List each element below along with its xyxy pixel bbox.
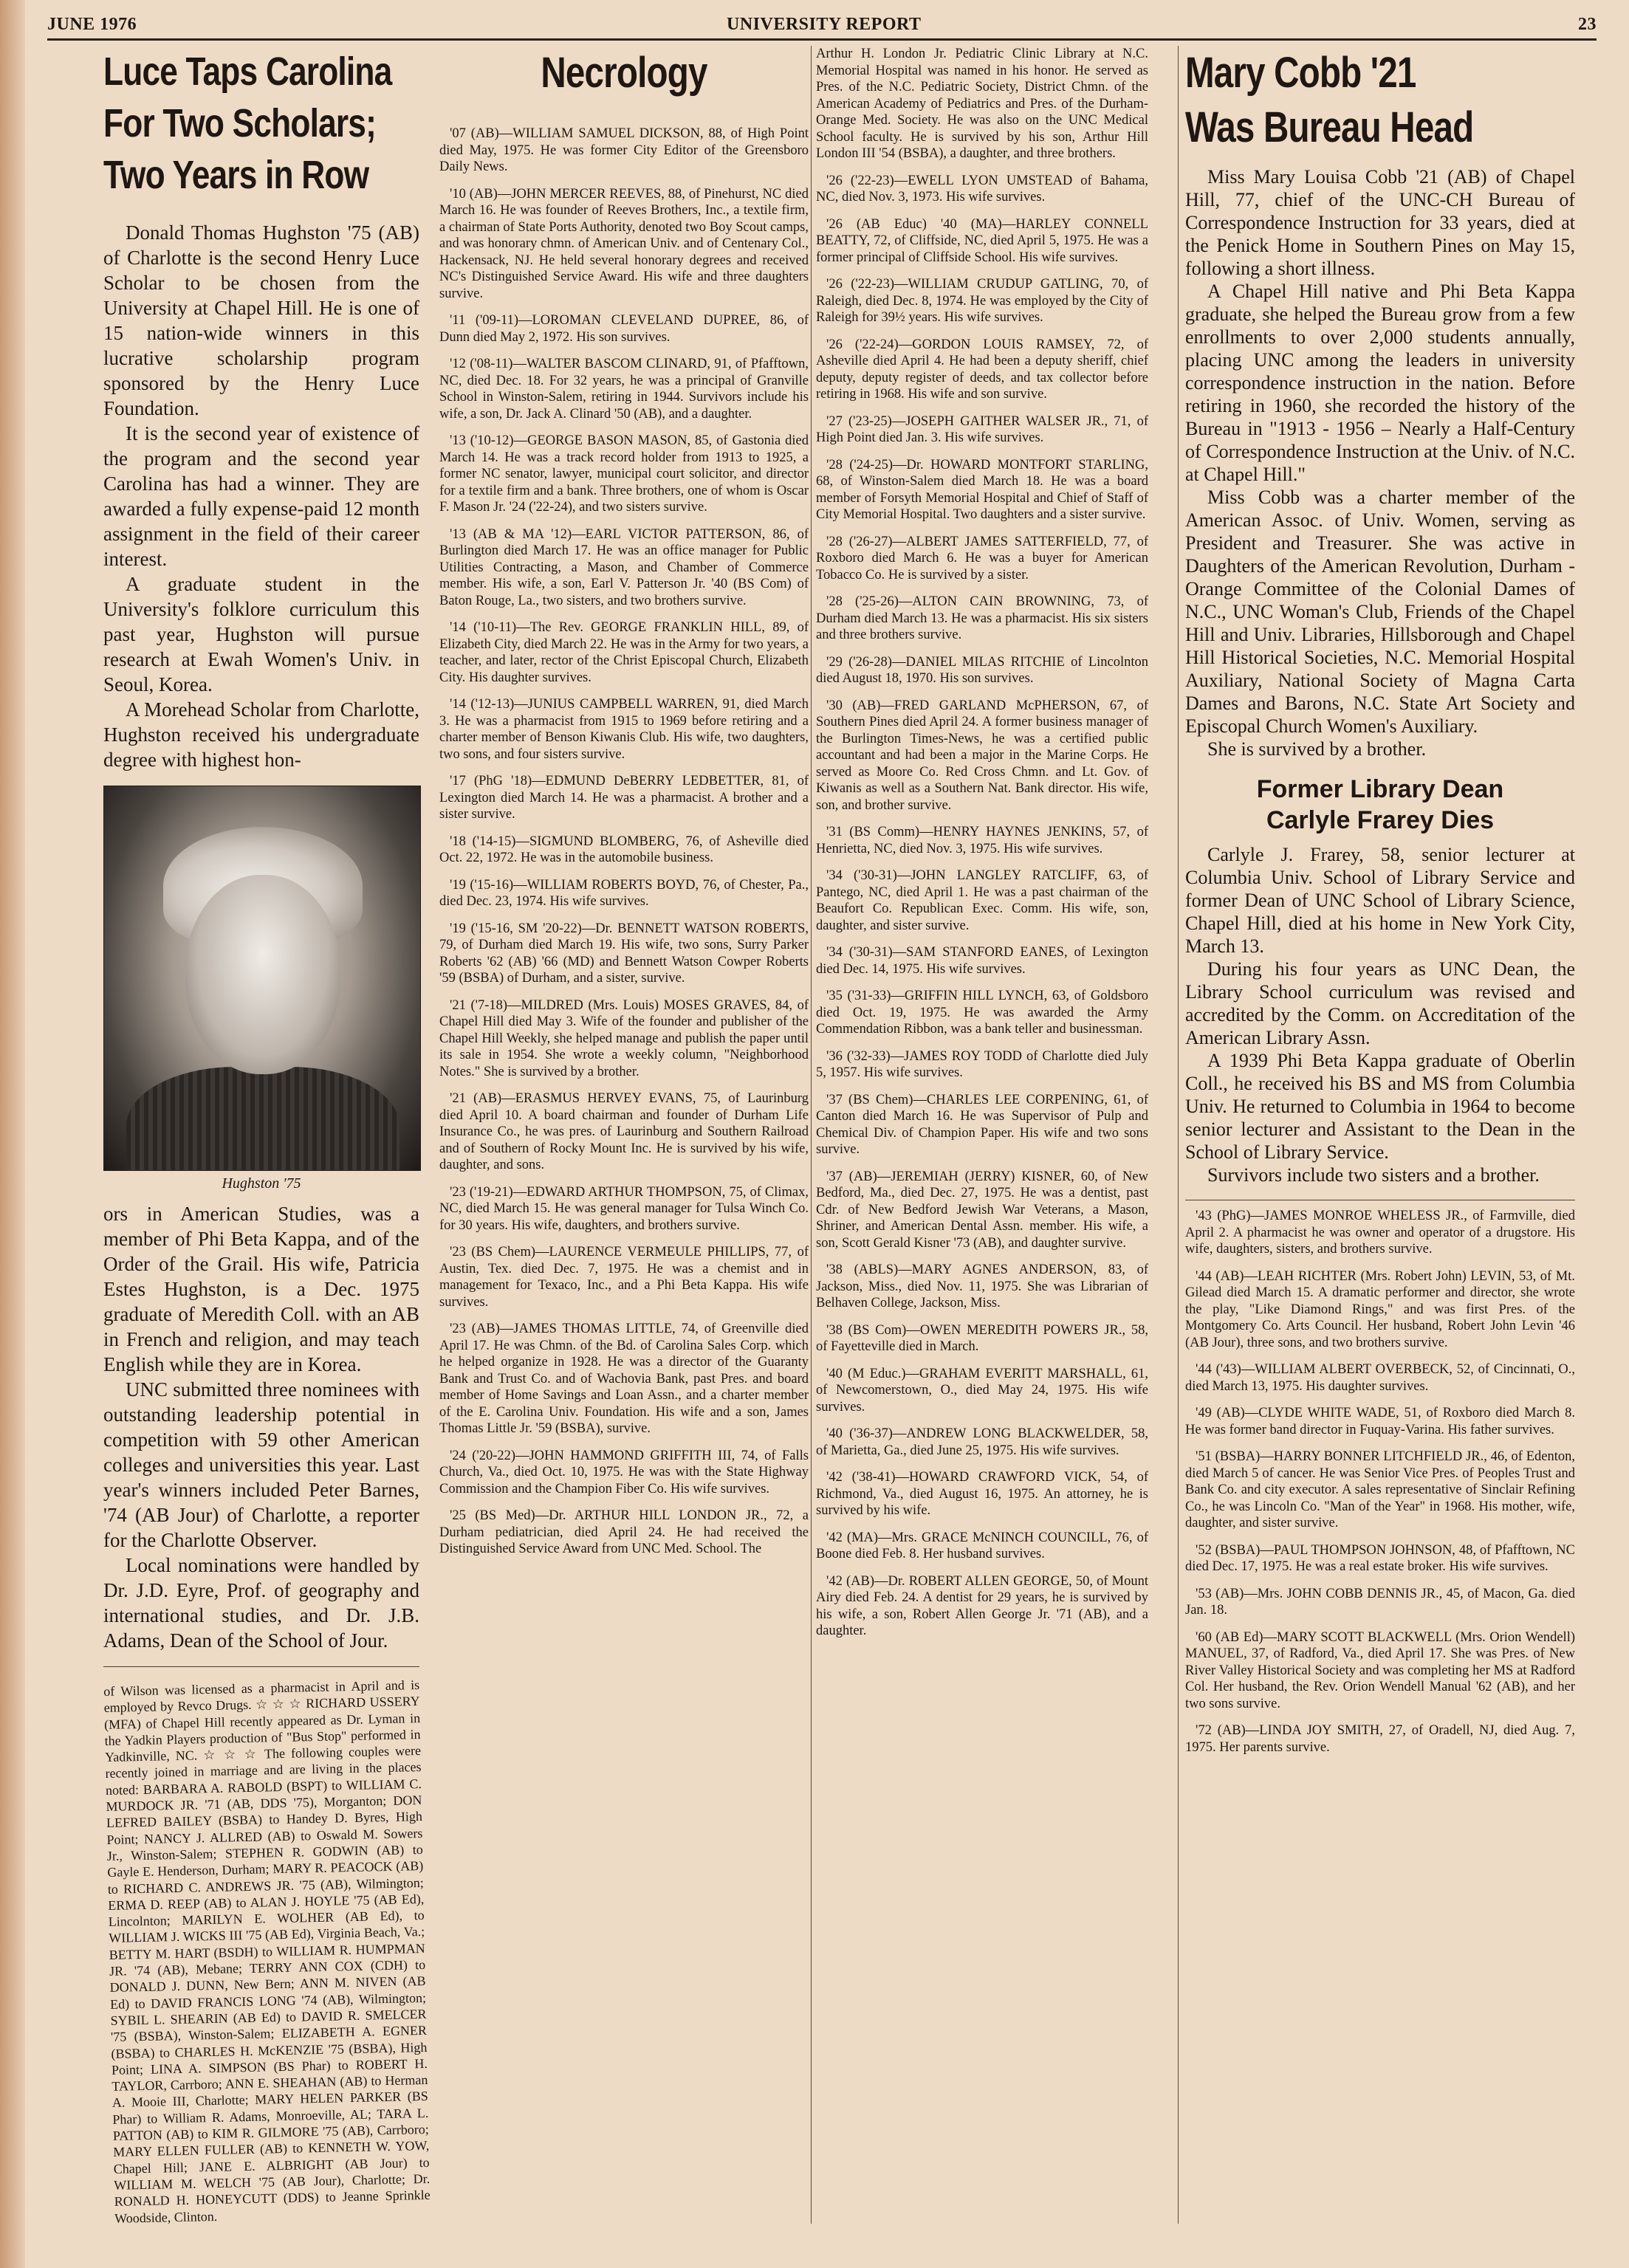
obituary: '44 (AB)—LEAH RICHTER (Mrs. Robert John) LEVIN, 53, of Mt. Gilead died March 15. A dramatic performer and director, she wrote the play, "Like Diamond Rings," and was first Pres. of the Montgomery Co. Arts Council. Her husband, Robert John Levin '46 (AB Jour), three sons, and two brothers survive.	[1185, 1268, 1575, 1350]
obituary: '30 (AB)—FRED GARLAND McPHERSON, 67, of Southern Pines died April 24. A former business manager of the Burlington Times-News, he was a certified public accountant and had been a major in the Marine Corps. He served as Moore Co. Red Cross Chmn. and Lt. Gov. of Kiwanis as well as a Southern Nat. Bank director. His wife, son, and brother survive.	[816, 698, 1148, 813]
obituary: '60 (AB Ed)—MARY SCOTT BLACKWELL (Mrs. Orion Wendell) MANUEL, 37, of Radford, Va., died April 17. She was Pres. of New River Valley Historical Society and was completing her MS at Radford Col. Her husband, the Rev. Orion Wendell Manual '62 (AB), and her two sons survive.	[1185, 1629, 1575, 1711]
luce-article	[103, 46, 431, 2227]
obituary-list	[439, 126, 809, 1558]
frarey-headline	[1185, 774, 1575, 836]
obituary: Arthur H. London Jr. Pediatric Clinic Library at N.C. Memorial Hospital was named in his honor. He served as Pres. of the N.C. Pediatric Society, District Chmn. of the American Academy of Pediatrics and Pres. of the Durham-Orange Med. Society. He was also on the UNC Medical School faculty. He is survived by his son, Arthur Hill London III '54 (BSBA), a daughter, and three brothers.	[816, 47, 1148, 161]
obituary: '26 ('22-24)—GORDON LOUIS RAMSEY, 72, of Asheville died April 4. He had been a deputy sheriff, chief deputy, deputy register of deeds, and tax collector before retiring in 1968. His wife and son survive.	[816, 337, 1148, 402]
obituary: '42 ('38-41)—HOWARD CRAWFORD VICK, 54, of Richmond, Va., died August 16, 1975. An attorney, he is survived by his wife.	[816, 1470, 1148, 1518]
hughston-photo	[103, 786, 421, 1171]
right-column	[1185, 46, 1575, 1766]
photo-caption: Hughston '75	[222, 1175, 301, 1192]
headline-line: For Two Scholars;	[103, 101, 377, 145]
obituary: '42 (MA)—Mrs. GRACE McNINCH COUNCILL, 76, of Boone died Feb. 8. Her husband survives.	[816, 1530, 1148, 1561]
paragraph: A Morehead Scholar from Charlotte, Hughston received his undergraduate degree with highest hon-	[103, 698, 419, 771]
obituary: '35 ('31-33)—GRIFFIN HILL LYNCH, 63, of Goldsboro died Oct. 19, 1975. He was awarded the Army Commendation Ribbon, was a bank teller and businessman.	[816, 989, 1148, 1037]
class-notes-text: of Wilson was licensed as a pharmacist in April and is employed by Revco Drugs. ☆ ☆ ☆ RICHARD USSERY (MFA) of Chapel Hill recently appeared as Dr. Lyman in the Yadkin Players production of "Bus Stop" performed in Yadkinville, NC. ☆ ☆ ☆ The following couples were recently joined in marriage and are living in the places noted: BARBARA A. RABOLD (BSPT) to WILLIAM C. MURDOCK JR. '71 (AB, DDS '75), Morganton; DON LEFRED BAILEY (BSBA) to Handey D. Byres, High Point; NANCY J. ALLRED (AB) to Oswald M. Sowers Jr., Winston-Salem; STEPHEN R. GODWIN (AB) to Gayle E. Henderson, Durham; MARY R. PEACOCK (AB) to RICHARD C. ANDREWS JR. '75 (AB), Wilmington; ERMA D. REEP (AB) to ALAN J. HOYLE '75 (AB Ed), Lincolnton; MARILYN E. WOLHER (AB Ed), to WILLIAM J. WICKS III '75 (AB Ed), Virginia Beach, Va.; BETTY M. HART (BSDH) to WILLIAM R. HUMPMAN JR. '74 (AB), Mebane; TERRY ANN COX (CDH) to DONALD J. DUNN, New Bern; ANN M. NIVEN (AB Ed) to DAVID FRANCIS LONG '74 (AB), Wilmington; SYBIL L. SHEARIN (AB Ed) to DAVID R. SMELCER '75 (BSBA), Winston-Salem; ELIZABETH A. EGNER (BSBA) to CHARLES H. McKENZIE '75 (BSBA), High Point; LINA A. SIMPSON (BS Phar) to ROBERT H. TAYLOR, Carrboro; ANN E. SHEAHAN (AB) to Herman A. Mooie III, Charlotte; MARY HELEN PARKER (BS Phar) to William R. Adams, Monroeville, AL; TARA L. PATTON (AB) to KIM R. GILMORE '75 (AB), Carrboro; MARY ELLEN FULLER (AB) to KENNETH W. YOW, Chapel Hill; JANE E. ALBRIGHT (AB Jour) to WILLIAM M. WELCH '75 (AB Jour), Charlotte; Dr. RONALD H. HONEYCUTT (DDS) to Jeanne Sprinkle Woodside, Clinton.	[103, 1677, 431, 2226]
header-rule	[47, 38, 1597, 41]
column-rule	[811, 46, 812, 2224]
obituary: '53 (AB)—Mrs. JOHN COBB DENNIS JR., 45, of Macon, Ga. died Jan. 18.	[1185, 1586, 1575, 1618]
obituary: '13 ('10-12)—GEORGE BASON MASON, 85, of Gastonia died March 14. He was a track record holder from 1913 to 1925, a former NC senator, lawyer, municipal court solicitor, and director for a textile firm and a bank. Three brothers, one of whom is Oscar F. Mason Jr. '24 ('22-24), and two sisters survive.	[439, 433, 809, 515]
headline-line: Luce Taps Carolina	[103, 49, 392, 94]
luce-body-continued	[103, 1201, 419, 1653]
obituary: '12 ('08-11)—WALTER BASCOM CLINARD, 91, of Pfafftown, NC, died Dec. 18. For 32 years, he was a principal of Granville School in Winston-Salem, retiring in 1944. Survivors include his wife, a son, Dr. Jack A. Clinard '50 (AB), and a daughter.	[439, 357, 809, 422]
obituary: '40 (M Educ.)—GRAHAM EVERITT MARSHALL, 61, of Newcomerstown, O., died May 24, 1975. His wife survives.	[816, 1366, 1148, 1415]
obituary: '72 (AB)—LINDA JOY SMITH, 27, of Oradell, NJ, died Aug. 7, 1975. Her parents survive.	[1185, 1723, 1575, 1755]
obituary: '27 ('23-25)—JOSEPH GAITHER WALSER JR., 71, of High Point died Jan. 3. His wife survives.	[816, 413, 1148, 445]
obituary: '14 ('10-11)—The Rev. GEORGE FRANKLIN HILL, 89, of Elizabeth City, died March 22. He was in the Army for two years, a teacher, and later, rector of the Christ Episcopal Church, Elizabeth City. His daughter survives.	[439, 620, 809, 685]
column-rule	[1178, 46, 1179, 2224]
obituary: '19 ('15-16, SM '20-22)—Dr. BENNETT WATSON ROBERTS, 79, of Durham died March 19. His wife, two sons, Surry Parker Roberts '62 (AB) '66 (MD) and Bennett Watson Cowper Roberts '59 (BSBA) of Durham, and a sister, survive.	[439, 921, 809, 986]
obituary: '10 (AB)—JOHN MERCER REEVES, 88, of Pinehurst, NC died March 16. He was founder of Reeves Brothers, Inc., a textile firm, a chairman of State Ports Authority, denoted two Boy Scout camps, and was honorary chmn. of American Univ. and of Centenary Col., Hackensack, NJ. He held several honorary degrees and received NC's Distinguished Service Award. His wife and three daughters survive.	[439, 186, 809, 301]
publication-name: UNIVERSITY REPORT	[727, 15, 922, 34]
obituary: '24 ('20-22)—JOHN HAMMOND GRIFFITH III, 74, of Falls Church, Va., died Oct. 10, 1975. He was with the State Highway Commission and the Champion Fiber Co. His wife survives.	[439, 1448, 809, 1496]
obituary: '31 (BS Comm)—HENRY HAYNES JENKINS, 57, of Henrietta, NC, died Nov. 3, 1975. His wife survives.	[816, 825, 1148, 856]
obituary: '11 ('09-11)—LOROMAN CLEVELAND DUPREE, 86, of Dunn died May 2, 1972. His son survives.	[439, 313, 809, 345]
obituary: '34 ('30-31)—SAM STANFORD EANES, of Lexington died Dec. 14, 1975. His wife survives.	[816, 945, 1148, 977]
headline-line: Former Library Dean	[1256, 775, 1504, 803]
paragraph: Local nominations were handled by Dr. J.D. Eyre, Prof. of geography and international studies, and Dr. J.B. Adams, Dean of the School of Jour.	[103, 1554, 419, 1652]
photo-sweater	[126, 1067, 399, 1171]
obituary: '44 ('43)—WILLIAM ALBERT OVERBECK, 52, of Cincinnati, O., died March 13, 1975. His daughter survives.	[1185, 1362, 1575, 1394]
luce-body	[103, 220, 419, 772]
obituary: '18 ('14-15)—SIGMUND BLOMBERG, 76, of Asheville died Oct. 22, 1972. He was in the automobile business.	[439, 834, 809, 865]
obituary: '36 ('32-33)—JAMES ROY TODD of Charlotte died July 5, 1957. His wife survives.	[816, 1048, 1148, 1080]
obituary: '21 ('7-18)—MILDRED (Mrs. Louis) MOSES GRAVES, 84, of Chapel Hill died May 3. Wife of the founder and publisher of the Chapel Hill Weekly, she helped manage and publish the paper until its sale in 1954. She wrote a weekly column, "Neighborhood Notes." She is survived by a brother.	[439, 997, 809, 1079]
page-number: 23	[1578, 15, 1597, 34]
obituary-list	[816, 46, 1148, 1640]
necrology-column-1	[439, 46, 809, 1568]
obituary: '26 ('22-23)—EWELL LYON UMSTEAD of Bahama, NC, died Nov. 3, 1973. His wife survives.	[816, 173, 1148, 205]
paragraph: Donald Thomas Hughston '75 (AB) of Charlotte is the second Henry Luce Scholar to be chosen from the University at Chapel Hill. He is one of 15 nation-wide winners in this lucrative scholarship program sponsored by the Henry Luce Foundation.	[103, 221, 419, 419]
obituary: '37 (BS Chem)—CHARLES LEE CORPENING, 61, of Canton died March 16. He was Supervisor of Pulp and Chemical Div. of Champion Paper. His wife and two sons survive.	[816, 1092, 1148, 1157]
class-notes	[103, 1677, 431, 2227]
obituary: '38 (ABLS)—MARY AGNES ANDERSON, 83, of Jackson, Miss., died Nov. 11, 1975. She was Librarian of Belhaven College, Jackson, Miss.	[816, 1262, 1148, 1310]
obituary: '23 ('19-21)—EDWARD ARTHUR THOMPSON, 75, of Climax, NC, died March 15. He was general manager for Tulsa Winch Co. for 30 years. His wife, daughters, and brothers survive.	[439, 1184, 809, 1233]
paragraph: A 1939 Phi Beta Kappa graduate of Oberlin Coll., he received his BS and MS from Columbia Univ. He returned to Columbia in 1964 to become senior lecturer and Assistant to the Dean in the School of Library Service.	[1185, 1050, 1575, 1163]
obituary: '29 ('26-28)—DANIEL MILAS RITCHIE of Lincolnton died August 18, 1970. His son survives.	[816, 654, 1148, 686]
obituary: '38 (BS Com)—OWEN MEREDITH POWERS JR., 58, of Fayetteville died in March.	[816, 1322, 1148, 1354]
obituary: '52 (BSBA)—PAUL THOMPSON JOHNSON, 48, of Pfafftown, NC died Dec. 17, 1975. He was a real estate broker. His wife survives.	[1185, 1542, 1575, 1574]
paragraph: A Chapel Hill native and Phi Beta Kappa graduate, she helped the Bureau grow from a few enrollments to over 2,000 students annually, placing UNC among the leaders in university correspondence instruction in the nation. Before retiring in 1960, she recorded the history of the Bureau in "1913 - 1956 – Nearly a Half-Century of Correspondence Instruction at the Univ. of N.C. at Chapel Hill."	[1185, 281, 1575, 485]
obituary: '40 ('36-37)—ANDREW LONG BLACKWELDER, 58, of Marietta, Ga., died June 25, 1975. His wife survives.	[816, 1426, 1148, 1458]
obituary: '37 (AB)—JEREMIAH (JERRY) KISNER, 60, of New Bedford, Ma., died Dec. 27, 1975. He was a dentist, past Cdr. of New Bedford Jewish War Veterans, a Mason, Shriner, and American Dental Assn. member. His wife, a son, Scott Gerald Kisner '73 (AB), and daughter survive.	[816, 1169, 1148, 1251]
headline-line: Carlyle Frarey Dies	[1266, 806, 1495, 834]
paragraph: Miss Cobb was a charter member of the American Assoc. of Univ. Women, serving as President and Treasurer. She was active in Daughters of the American Revolution, Durham - Orange Committee of the Colonial Dames of N.C., UNC Woman's Club, Friends of the Chapel Hill and Univ. Libraries, Hillsborough and Chapel Hill Historical Societies, N.C. Memorial Hospital Auxiliary, National Society of Magna Carta Dames and Barons, N.C. State Art Society and Episcopal Church Women's Auxiliary.	[1185, 487, 1575, 737]
cobb-body	[1185, 165, 1575, 760]
obituary: '07 (AB)—WILLIAM SAMUEL DICKSON, 88, of High Point died May, 1975. He was former City Editor of the Greensboro Daily News.	[439, 126, 809, 174]
headline-line: Was Bureau Head	[1185, 103, 1474, 151]
obituary: '26 ('22-23)—WILLIAM CRUDUP GATLING, 70, of Raleigh, died Dec. 8, 1974. He was employed by the City of Raleigh for 39½ years. His wife survives.	[816, 277, 1148, 325]
paragraph: A graduate student in the University's folklore curriculum this past year, Hughston will pursue research at Ewah Women's Univ. in Seoul, Korea.	[103, 573, 419, 695]
luce-headline	[103, 46, 419, 210]
obituary: '49 (AB)—CLYDE WHITE WADE, 51, of Roxboro died March 8. He was former band director in Fuquay-Varina. His father survives.	[1185, 1406, 1575, 1437]
obituary: '17 (PhG '18)—EDMUND DeBERRY LEDBETTER, 81, of Lexington died March 14. He was a pharmacist. A brother and a sister survive.	[439, 774, 809, 822]
obituary-list	[1185, 1208, 1575, 1756]
paragraph: She is survived by a brother.	[1207, 738, 1427, 760]
obituary: '21 (AB)—ERASMUS HERVEY EVANS, 75, of Laurinburg died April 10. A board chairman and founder of Durham Life Insurance Co., he was pres. of Laurinburg and Southern Railroad and of Southern of Rocky Mount Inc. He is survived by his wife, daughter, and sons.	[439, 1091, 809, 1172]
page-header	[47, 15, 1597, 37]
photo-face	[185, 875, 340, 1074]
obituary: '34 ('30-31)—JOHN LANGLEY RATCLIFF, 63, of Pantego, NC, died April 1. He was a past chairman of the Beaufort Co. Republican Exec. Comm. His wife, son, daughter, and sister survive.	[816, 868, 1148, 933]
obituary: '13 (AB & MA '12)—EARL VICTOR PATTERSON, 86, of Burlington died March 17. He was an office manager for Public Utilities Contracting, a Mason, and Chamber of Commerce member. His wife, a son, Earl V. Patterson Jr. '40 (BS Com) of Baton Rouge, La., two sisters, and two brothers survive.	[439, 526, 809, 608]
section-rule	[103, 1666, 419, 1667]
paragraph: Survivors include two sisters and a brother.	[1207, 1164, 1540, 1186]
paragraph: UNC submitted three nominees with outstanding leadership potential in competition with 59 other American colleges and universities this year. Last year's winners included Peter Barnes, '74 (AB Jour) of Charlotte, a reporter for the Charlotte Observer.	[103, 1378, 419, 1551]
headline-line: Two Years in Row	[103, 153, 369, 197]
obituary: '28 ('26-27)—ALBERT JAMES SATTERFIELD, 77, of Roxboro died March 6. He was a buyer for American Tobacco Co. He is survived by a sister.	[816, 534, 1148, 583]
issue-date: JUNE 1976	[47, 15, 137, 34]
obituary: '26 (AB Educ) '40 (MA)—HARLEY CONNELL BEATTY, 72, of Cliffside, NC, died April 5, 1975. He was a former principal of Cliffside School. His wife survives.	[816, 216, 1148, 265]
obituary: '28 ('24-25)—Dr. HOWARD MONTFORT STARLING, 68, of Winston-Salem died March 18. He was a board member of Forsyth Memorial Hospital and Chief of Staff of City Memorial Hospital. Two daughters and a sister survive.	[816, 457, 1148, 522]
paragraph: ors in American Studies, was a member of Phi Beta Kappa, and of the Order of the Grail. His wife, Patricia Estes Hughston, is a Dec. 1975 graduate of Meredith Coll. with an AB in French and religion, and may teach English while they are in Korea.	[103, 1203, 419, 1375]
obituary: '23 (BS Chem)—LAURENCE VERMEULE PHILLIPS, 77, of Austin, Tex. died Dec. 7, 1975. He was a chemist and in management for Texaco, Inc., and a Phi Beta Kappa. His wife survives.	[439, 1245, 809, 1310]
paragraph: During his four years as UNC Dean, the Library School curriculum was revised and accredited by the Comm. on Accreditation of the American Library Assn.	[1185, 958, 1575, 1048]
obituary: '51 (BSBA)—HARRY BONNER LITCHFIELD JR., 46, of Edenton, died March 5 of cancer. He was Senior Vice Pres. of Peoples Trust and Bank Co. and city executor. A sales representative of Sinclair Refining Co., he was Lincoln Co. "Man of the Year" in 1968. His mother, wife, daughter, and sister survive.	[1185, 1449, 1575, 1530]
obituary: '23 (AB)—JAMES THOMAS LITTLE, 74, of Greenville died April 17. He was Chmn. of the Bd. of Carolina Sales Corp. which he helped organize in 1928. He was a director of the Guaranty Bank and Trust Co. and of Wachovia Bank, past Pres. and board member of Home Savings and Loan Assn., and a charter member of the E. Carolina Univ. Foundation. His wife and a son, James Thomas Little Jr. '59 (BSBA), survive.	[439, 1322, 809, 1436]
frarey-body	[1185, 843, 1575, 1186]
paragraph: It is the second year of existence of the program and the second year Carolina has had a winner. They are awarded a fully expense-paid 12 month assignment in the field of their career interest.	[103, 422, 419, 570]
obituary: '42 (AB)—Dr. ROBERT ALLEN GEORGE, 50, of Mount Airy died Feb. 24. A dentist for 29 years, he is survived by his wife, a son, Robert Allen George Jr. '71 (AB), and a daughter.	[816, 1573, 1148, 1638]
obituary: '43 (PhG)—JAMES MONROE WHELESS JR., of Farmville, died April 2. A pharmacist he was owner and operator of a drugstore. His wife, daughters, sisters, and brothers survive.	[1185, 1209, 1575, 1257]
obituary: '19 ('15-16)—WILLIAM ROBERTS BOYD, 76, of Chester, Pa., died Dec. 23, 1974. His wife survives.	[439, 877, 809, 909]
obituary: '25 (BS Med)—Dr. ARTHUR HILL LONDON JR., 72, a Durham pediatrician, died April 24. He had received the Distinguished Service Award from UNC Med. School. The	[439, 1508, 809, 1556]
page-edge	[0, 0, 25, 2268]
necrology-headline: Necrology	[541, 49, 707, 97]
obituary: '28 ('25-26)—ALTON CAIN BROWNING, 73, of Durham died March 13. He was a pharmacist. His six sisters and three brothers survive.	[816, 594, 1148, 642]
necrology-column-2	[816, 46, 1148, 1650]
paragraph: Carlyle J. Frarey, 58, senior lecturer at Columbia Univ. School of Library Service and former Dean of UNC School of Library Science, Chapel Hill, died at his home in New York City, March 13.	[1185, 844, 1575, 957]
cobb-headline	[1185, 46, 1575, 157]
paragraph: Miss Mary Louisa Cobb '21 (AB) of Chapel Hill, 77, chief of the UNC-CH Bureau of Correspondence Instruction for 33 years, died at the Penick Home in Southern Pines on May 15, following a short illness.	[1185, 166, 1575, 279]
headline-line: Mary Cobb '21	[1185, 49, 1416, 97]
obituary: '14 ('12-13)—JUNIUS CAMPBELL WARREN, 91, died March 3. He was a pharmacist from 1915 to 1969 before retiring and a charter member of Benson Kiwanis Club. His wife, two daughters, two sons, and four sisters survive.	[439, 697, 809, 762]
